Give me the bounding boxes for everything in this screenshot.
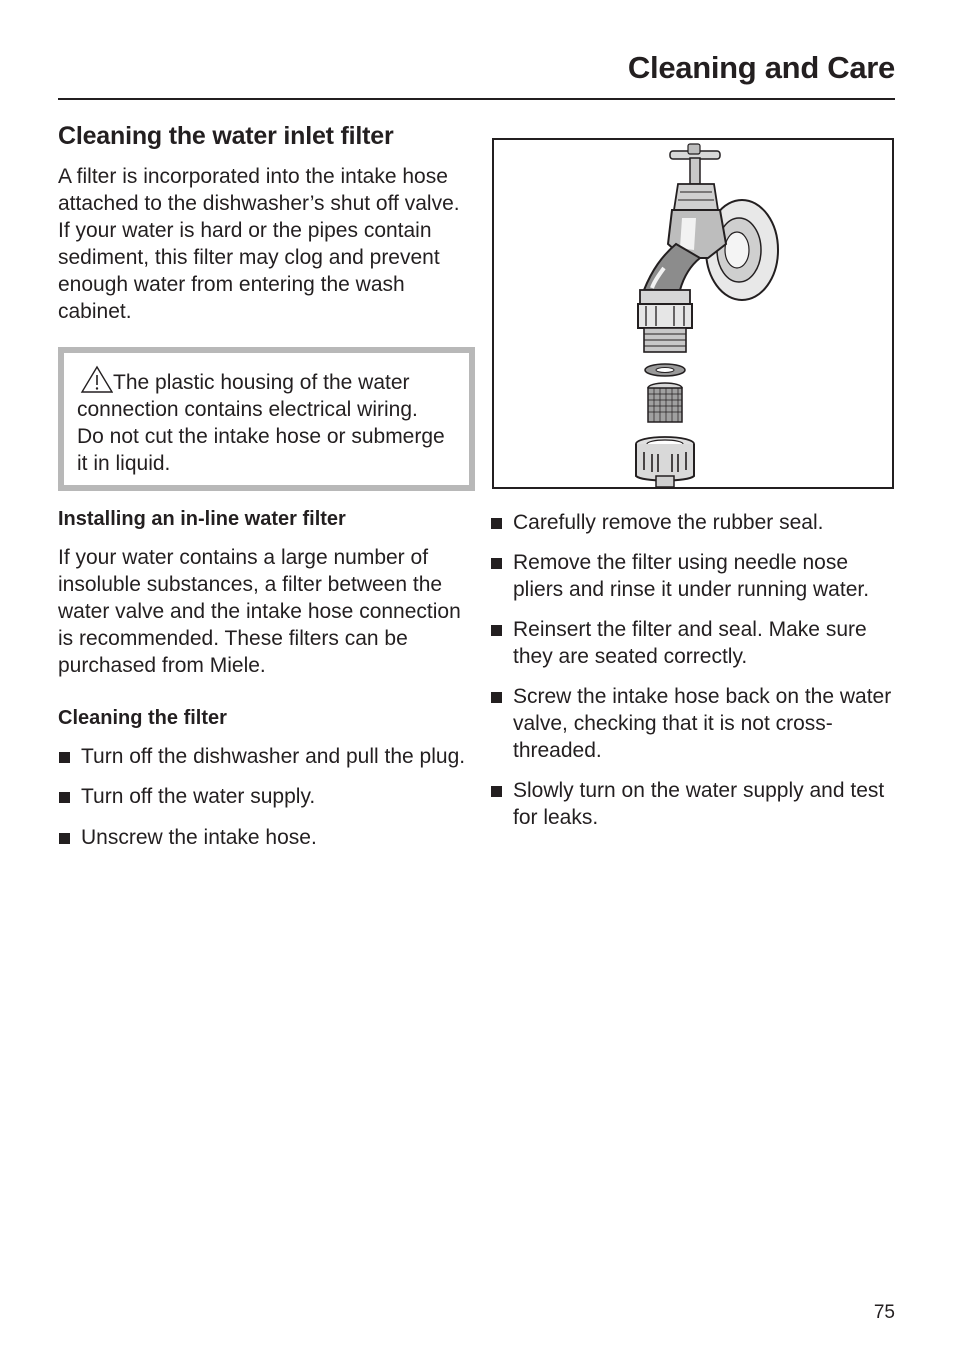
bullet-square-icon — [491, 625, 502, 636]
cleaning-filter-heading: Cleaning the filter — [58, 707, 227, 729]
bullet-square-icon — [491, 518, 502, 529]
list-item: Reinsert the filter and seal. Make sure they are seated correctly. — [490, 616, 896, 670]
inline-filter-paragraph: If your water contains a large number of insoluble substances, a filter between the water valve and the intake hose connection is recommended. These filters can be purchased from Miele. — [58, 546, 461, 677]
bullet-square-icon — [59, 752, 70, 763]
water-tap-filter-illustration — [494, 140, 892, 487]
intro-paragraph: A filter is incorporated into the intake hose attached to the dishwasher’s shut off valve. If your water is hard or the pipes contain sediment, this filter may clog and prevent enough water from entering the wash cabinet. — [58, 165, 460, 323]
bullet-square-icon — [59, 833, 70, 844]
steps-right-list — [490, 509, 896, 831]
list-item: Remove the filter using needle nose pliers and rinse it under running water. — [490, 549, 896, 603]
bullet-square-icon — [491, 786, 502, 797]
list-item: Turn off the dishwasher and pull the plug. — [58, 743, 468, 770]
bullet-square-icon — [491, 692, 502, 703]
list-item: Carefully remove the rubber seal. — [490, 509, 896, 536]
page-header-title: Cleaning and Care — [627, 50, 895, 85]
list-item: Unscrew the intake hose. — [58, 824, 468, 851]
tap-filter-figure — [492, 138, 894, 489]
warning-line-1: The plastic housing of the water connection contains electrical wiring. — [77, 371, 418, 421]
left-column — [58, 122, 468, 851]
right-column — [490, 138, 896, 831]
list-item: Slowly turn on the water supply and test for leaks. — [490, 777, 896, 831]
list-item: Screw the intake hose back on the water valve, checking that it is not cross-threaded. — [490, 683, 896, 764]
warning-triangle-icon — [77, 365, 113, 393]
warning-line-2: Do not cut the intake hose or submerge it in liquid. — [77, 425, 445, 475]
warning-box — [58, 347, 475, 491]
list-item: Turn off the water supply. — [58, 783, 468, 810]
warning-text-1 — [77, 365, 455, 423]
inline-filter-heading: Installing an in-line water filter — [58, 508, 346, 530]
bullet-square-icon — [59, 792, 70, 803]
steps-left-list — [58, 743, 468, 851]
section-title: Cleaning the water inlet filter — [58, 122, 394, 150]
page-number: 75 — [873, 1302, 895, 1323]
header-rule — [58, 98, 895, 100]
bullet-square-icon — [491, 558, 502, 569]
